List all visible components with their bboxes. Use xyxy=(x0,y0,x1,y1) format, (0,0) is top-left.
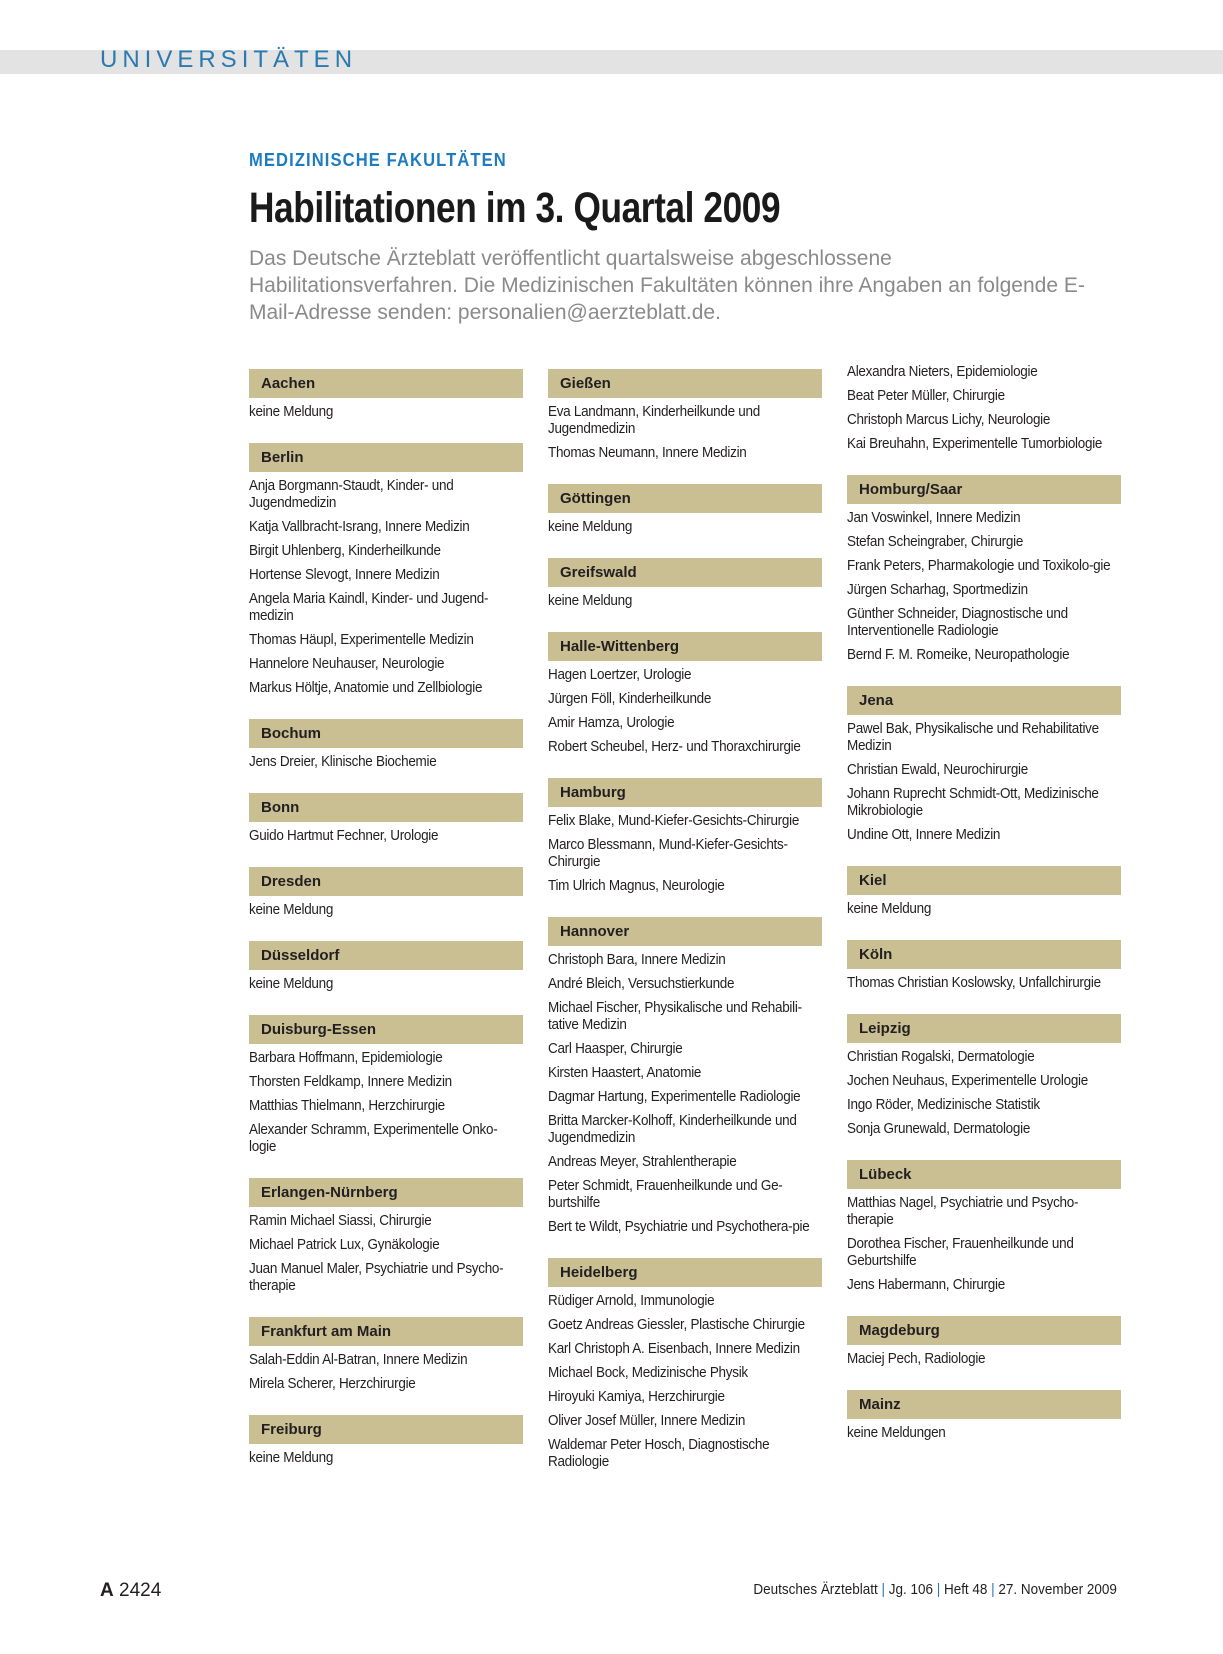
habilitation-entry: Goetz Andreas Giessler, Plastische Chirurgie xyxy=(548,1317,805,1333)
habilitation-entry: Anja Borgmann-Staudt, Kinder- und Jugendmedizin xyxy=(249,478,454,511)
faculty-heading: Halle-Wittenberg xyxy=(548,632,822,661)
habilitation-entry: Guido Hartmut Fechner, Urologie xyxy=(249,828,439,844)
habilitation-entry: Jürgen Scharhag, Sportmedizin xyxy=(847,582,1028,598)
habilitation-entry: Oliver Josef Müller, Innere Medizin xyxy=(548,1413,746,1429)
habilitation-entry: Kai Breuhahn, Experimentelle Tumorbiologie xyxy=(847,436,1103,452)
article-lead: Das Deutsche Ärzteblatt veröffentlicht quartalsweise abgeschlossene Habilitationsverfahren. Die Medizinischen Fakultäten können ihre Angaben an folgende E-Mail-Adresse senden: personalien@aerzteblatt.de. xyxy=(249,247,1085,324)
habilitation-entry: Alexandra Nieters, Epidemiologie xyxy=(847,364,1038,380)
habilitation-entry: Pawel Bak, Physikalische und Rehabilitative Medizin xyxy=(847,721,1099,754)
habilitation-entry: Beat Peter Müller, Chirurgie xyxy=(847,388,1005,404)
column-3 xyxy=(847,364,1121,1464)
faculty-heading: Hannover xyxy=(548,917,822,946)
faculty-heading: Kiel xyxy=(847,866,1121,895)
habilitation-entry: Hannelore Neuhauser, Neurologie xyxy=(249,656,445,672)
footer-separator: | xyxy=(936,1582,941,1598)
faculty-group xyxy=(249,1178,523,1295)
habilitation-entry: Hiroyuki Kamiya, Herzchirurgie xyxy=(548,1389,725,1405)
habilitation-entry: Alexander Schramm, Experimentelle Onko-logie xyxy=(249,1122,498,1155)
page-number xyxy=(100,1580,161,1602)
habilitation-entry: Felix Blake, Mund-Kiefer-Gesichts-Chirurgie xyxy=(548,813,800,829)
habilitation-entry: Rüdiger Arnold, Immunologie xyxy=(548,1293,715,1309)
habilitation-entry: Birgit Uhlenberg, Kinderheilkunde xyxy=(249,543,441,559)
habilitation-entry: Sonja Grunewald, Dermatologie xyxy=(847,1121,1031,1137)
habilitation-entry: Waldemar Peter Hosch, Diagnostische Radiologie xyxy=(548,1437,770,1470)
column-1 xyxy=(249,369,523,1489)
footer-separator: | xyxy=(881,1582,886,1598)
habilitation-entry: keine Meldung xyxy=(847,901,932,917)
habilitation-entry: Markus Höltje, Anatomie und Zellbiologie xyxy=(249,680,483,696)
habilitation-entry: Christoph Marcus Lichy, Neurologie xyxy=(847,412,1051,428)
footer-date: 27. November 2009 xyxy=(998,1582,1117,1598)
habilitation-entry: Thorsten Feldkamp, Innere Medizin xyxy=(249,1074,452,1090)
habilitation-entry: Stefan Scheingraber, Chirurgie xyxy=(847,534,1024,550)
habilitation-entry: Angela Maria Kaindl, Kinder- und Jugend-medizin xyxy=(249,591,489,624)
habilitation-entry: Michael Fischer, Physikalische und Rehabili-tative Medizin xyxy=(548,1000,802,1033)
faculty-heading: Homburg/Saar xyxy=(847,475,1121,504)
habilitation-entry: Jochen Neuhaus, Experimentelle Urologie xyxy=(847,1073,1088,1089)
habilitation-entry: Hagen Loertzer, Urologie xyxy=(548,667,692,683)
habilitation-entry: Kirsten Haastert, Anatomie xyxy=(548,1065,702,1081)
habilitation-entry: Michael Patrick Lux, Gynäkologie xyxy=(249,1237,440,1253)
habilitation-entry: Frank Peters, Pharmakologie und Toxikolo-gie xyxy=(847,558,1111,574)
faculty-heading: Bochum xyxy=(249,719,523,748)
footer-issue: Heft 48 xyxy=(944,1582,988,1598)
habilitation-entry: Thomas Häupl, Experimentelle Medizin xyxy=(249,632,474,648)
habilitation-entry: Matthias Nagel, Psychiatrie und Psycho-therapie xyxy=(847,1195,1079,1228)
habilitation-entry: Katja Vallbracht-Israng, Innere Medizin xyxy=(249,519,470,535)
habilitation-entry: Undine Ott, Innere Medizin xyxy=(847,827,1001,843)
habilitation-entry: Andreas Meyer, Strahlentherapie xyxy=(548,1154,737,1170)
faculty-group xyxy=(847,866,1121,918)
faculty-heading: Freiburg xyxy=(249,1415,523,1444)
faculty-group xyxy=(249,369,523,421)
faculty-heading: Bonn xyxy=(249,793,523,822)
faculty-heading: Leipzig xyxy=(847,1014,1121,1043)
faculty-group xyxy=(847,1390,1121,1442)
faculty-group xyxy=(548,484,822,536)
habilitation-entry: Dorothea Fischer, Frauenheilkunde und Geburtshilfe xyxy=(847,1236,1074,1269)
faculty-heading: Düsseldorf xyxy=(249,941,523,970)
faculty-group xyxy=(548,558,822,610)
habilitation-entry: Christoph Bara, Innere Medizin xyxy=(548,952,726,968)
faculty-group xyxy=(847,1316,1121,1368)
habilitation-entry: keine Meldung xyxy=(249,976,334,992)
habilitation-entry: Ramin Michael Siassi, Chirurgie xyxy=(249,1213,432,1229)
faculty-group xyxy=(847,686,1121,844)
habilitation-entry: Marco Blessmann, Mund-Kiefer-Gesichts-Chirurgie xyxy=(548,837,788,870)
footer-info xyxy=(754,1582,1117,1598)
faculty-group xyxy=(249,793,523,845)
faculty-heading: Göttingen xyxy=(548,484,822,513)
faculty-group xyxy=(249,867,523,919)
habilitation-entry: Robert Scheubel, Herz- und Thoraxchirurgie xyxy=(548,739,801,755)
article-title: Habilitationen im 3. Quartal 2009 xyxy=(249,184,781,232)
habilitation-entry: Michael Bock, Medizinische Physik xyxy=(548,1365,748,1381)
faculty-group xyxy=(548,917,822,1236)
faculty-group xyxy=(249,941,523,993)
habilitation-entry: Amir Hamza, Urologie xyxy=(548,715,675,731)
habilitation-entry: Thomas Christian Koslowsky, Unfallchirurgie xyxy=(847,975,1101,991)
faculty-group xyxy=(847,1014,1121,1138)
habilitation-entry: Mirela Scherer, Herzchirurgie xyxy=(249,1376,416,1392)
faculty-heading: Frankfurt am Main xyxy=(249,1317,523,1346)
faculty-group xyxy=(249,1015,523,1156)
habilitation-entry: keine Meldung xyxy=(249,1450,334,1466)
habilitation-entry: Eva Landmann, Kinderheilkunde und Jugendmedizin xyxy=(548,404,760,437)
habilitation-entry: keine Meldung xyxy=(548,519,633,535)
habilitation-entry: Ingo Röder, Medizinische Statistik xyxy=(847,1097,1040,1113)
footer-separator: | xyxy=(991,1582,995,1598)
faculty-group xyxy=(548,369,822,462)
habilitation-entry: Hortense Slevogt, Innere Medizin xyxy=(249,567,440,583)
faculty-heading: Greifswald xyxy=(548,558,822,587)
habilitation-entry: Günther Schneider, Diagnostische und Interventionelle Radiologie xyxy=(847,606,1068,639)
habilitation-entry: Salah-Eddin Al-Batran, Innere Medizin xyxy=(249,1352,468,1368)
faculty-group xyxy=(249,1317,523,1393)
faculty-heading: Heidelberg xyxy=(548,1258,822,1287)
faculty-group xyxy=(548,1258,822,1471)
faculty-heading: Aachen xyxy=(249,369,523,398)
faculty-heading: Duisburg-Essen xyxy=(249,1015,523,1044)
faculty-heading: Erlangen-Nürnberg xyxy=(249,1178,523,1207)
page-prefix: A xyxy=(100,1580,114,1601)
habilitation-entry: Dagmar Hartung, Experimentelle Radiologie xyxy=(548,1089,801,1105)
habilitation-entry: Christian Ewald, Neurochirurgie xyxy=(847,762,1028,778)
habilitation-entry: keine Meldungen xyxy=(847,1425,946,1441)
page-number-value: 2424 xyxy=(119,1580,162,1601)
faculty-heading: Magdeburg xyxy=(847,1316,1121,1345)
habilitation-entry: Britta Marcker-Kolhoff, Kinderheilkunde und Jugendmedizin xyxy=(548,1113,797,1146)
habilitation-entry: Jan Voswinkel, Innere Medizin xyxy=(847,510,1021,526)
habilitation-entry: Bernd F. M. Romeike, Neuropathologie xyxy=(847,647,1070,663)
faculty-group xyxy=(847,475,1121,664)
habilitation-entry: Jens Habermann, Chirurgie xyxy=(847,1277,1005,1293)
habilitation-entry: Peter Schmidt, Frauenheilkunde und Ge-burtshilfe xyxy=(548,1178,783,1211)
habilitation-entry: Barbara Hoffmann, Epidemiologie xyxy=(249,1050,443,1066)
faculty-group xyxy=(249,1415,523,1467)
habilitation-entry: Carl Haasper, Chirurgie xyxy=(548,1041,683,1057)
faculty-heading: Jena xyxy=(847,686,1121,715)
faculty-heading: Mainz xyxy=(847,1390,1121,1419)
section-label: UNIVERSITÄTEN xyxy=(100,46,358,73)
faculty-group xyxy=(249,719,523,771)
faculty-heading: Berlin xyxy=(249,443,523,472)
habilitation-entry: Maciej Pech, Radiologie xyxy=(847,1351,986,1367)
faculty-heading: Lübeck xyxy=(847,1160,1121,1189)
column-2 xyxy=(548,369,822,1493)
habilitation-entry: Thomas Neumann, Innere Medizin xyxy=(548,445,747,461)
footer-journal: Deutsches Ärzteblatt xyxy=(753,1582,878,1598)
habilitation-entry: Bert te Wildt, Psychiatrie und Psychothera-pie xyxy=(548,1219,810,1235)
faculty-group xyxy=(847,364,1121,453)
habilitation-entry: Matthias Thielmann, Herzchirurgie xyxy=(249,1098,445,1114)
habilitation-entry: Tim Ulrich Magnus, Neurologie xyxy=(548,878,725,894)
faculty-heading: Hamburg xyxy=(548,778,822,807)
habilitation-entry: Jens Dreier, Klinische Biochemie xyxy=(249,754,437,770)
habilitation-entry: Christian Rogalski, Dermatologie xyxy=(847,1049,1035,1065)
article-kicker: MEDIZINISCHE FAKULTÄTEN xyxy=(249,150,507,170)
habilitation-entry: Jürgen Föll, Kinderheilkunde xyxy=(548,691,712,707)
faculty-group xyxy=(249,443,523,697)
faculty-group xyxy=(548,632,822,756)
faculty-group xyxy=(847,1160,1121,1294)
footer-volume: Jg. 106 xyxy=(888,1582,934,1598)
faculty-heading: Köln xyxy=(847,940,1121,969)
faculty-heading: Dresden xyxy=(249,867,523,896)
habilitation-entry: Juan Manuel Maler, Psychiatrie und Psycho-therapie xyxy=(249,1261,504,1294)
habilitation-entry: keine Meldung xyxy=(548,593,633,609)
habilitation-entry: keine Meldung xyxy=(249,404,334,420)
habilitation-entry: keine Meldung xyxy=(249,902,334,918)
faculty-group xyxy=(548,778,822,895)
habilitation-entry: André Bleich, Versuchstierkunde xyxy=(548,976,735,992)
faculty-group xyxy=(847,940,1121,992)
faculty-heading: Gießen xyxy=(548,369,822,398)
habilitation-entry: Karl Christoph A. Eisenbach, Innere Medizin xyxy=(548,1341,800,1357)
habilitation-entry: Johann Ruprecht Schmidt-Ott, Medizinische Mikrobiologie xyxy=(847,786,1099,819)
